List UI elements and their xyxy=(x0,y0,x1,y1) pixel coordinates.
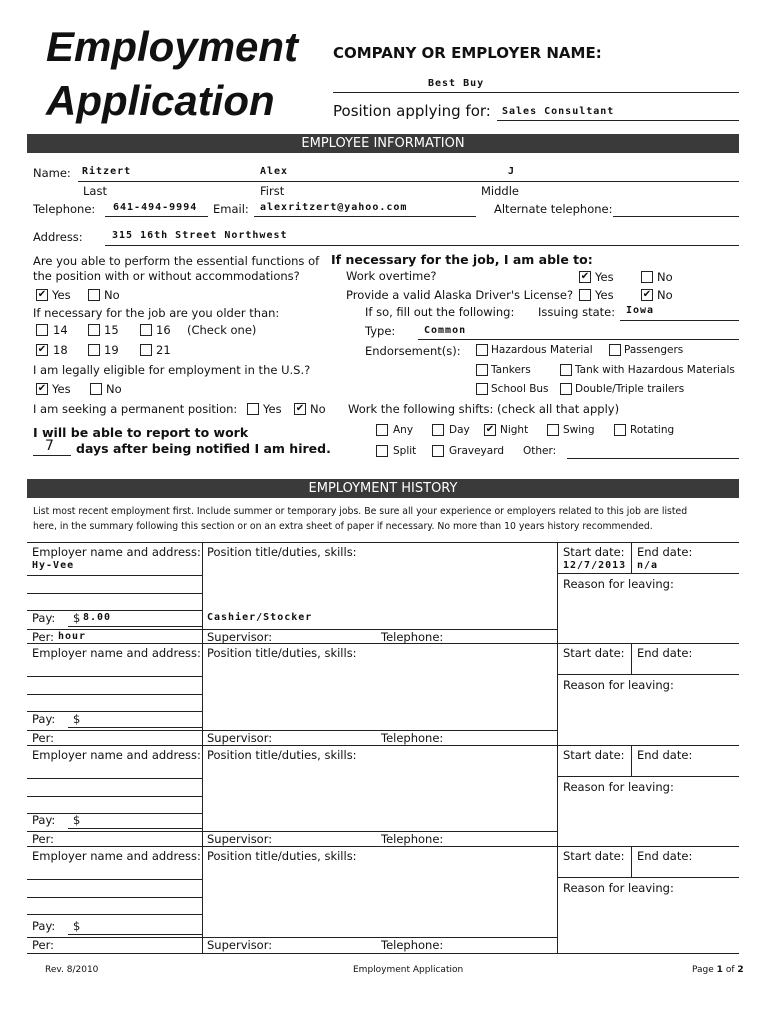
type-label: Type: xyxy=(365,324,396,338)
overtime-no-checkbox[interactable] xyxy=(641,271,653,283)
shift-graveyard-label: Graveyard xyxy=(449,445,505,457)
report-days-value[interactable]: 7 xyxy=(45,438,54,454)
pay-label: Pay: xyxy=(32,813,56,827)
shift-rotating-checkbox[interactable] xyxy=(614,424,626,436)
company-label: COMPANY OR EMPLOYER NAME: xyxy=(333,44,602,62)
double-triple-label: Double/Triple trailers xyxy=(575,383,685,395)
shifts-label: Work the following shifts: (check all that apply) xyxy=(348,402,620,416)
supervisor-label: Supervisor: xyxy=(207,938,273,952)
end-date-label: End date: xyxy=(637,849,693,863)
shift-any-label: Any xyxy=(393,424,414,436)
age-15-label: 15 xyxy=(104,323,119,337)
start-date-label: Start date: xyxy=(563,849,625,863)
shift-swing-checkbox[interactable] xyxy=(547,424,559,436)
eligible-question: I am legally eligible for employment in the U.S.? xyxy=(33,363,311,377)
dollar-sign: $ xyxy=(73,611,81,625)
alt-telephone-label: Alternate telephone: xyxy=(494,202,613,216)
employer-label: Employer name and address: xyxy=(32,849,201,863)
age-19-checkbox[interactable] xyxy=(88,344,100,356)
first-name-value[interactable]: Alex xyxy=(260,166,289,177)
supervisor-label: Supervisor: xyxy=(207,630,273,644)
license-yes-checkbox[interactable] xyxy=(579,289,591,301)
issuing-state-label: Issuing state: xyxy=(538,305,616,319)
first-label: First xyxy=(260,184,285,198)
email-value[interactable]: alexritzert@yahoo.com xyxy=(260,202,408,213)
position-label: Position applying for: xyxy=(333,102,491,120)
footer-rev: Rev. 8/2010 xyxy=(45,965,99,975)
start-date-label: Start date: xyxy=(563,748,625,762)
pay-label: Pay: xyxy=(32,611,56,625)
ability-yes-label: Yes xyxy=(52,288,71,302)
title-line1: Employment xyxy=(46,23,299,70)
right-heading: If necessary for the job, I am able to: xyxy=(331,252,593,267)
ability-yes-checkbox[interactable]: ✔ xyxy=(37,289,47,300)
permanent-no-checkbox[interactable]: ✔ xyxy=(295,403,305,414)
address-label: Address: xyxy=(33,230,83,244)
per-label: Per: xyxy=(32,938,55,952)
telephone-label: Telephone: xyxy=(33,202,96,216)
end-date-label: End date: xyxy=(637,748,693,762)
age-21-label: 21 xyxy=(156,343,171,357)
eligible-no-label: No xyxy=(106,382,122,396)
reason-label: Reason for leaving: xyxy=(563,780,674,794)
tank-hazmat-label: Tank with Hazardous Materials xyxy=(575,364,735,376)
shift-swing-label: Swing xyxy=(563,424,595,436)
middle-name-value[interactable]: J xyxy=(508,166,516,177)
pay-label: Pay: xyxy=(32,712,56,726)
dollar-sign: $ xyxy=(73,712,81,726)
school-bus-label: School Bus xyxy=(491,383,549,395)
permanent-yes-label: Yes xyxy=(263,402,282,416)
address-value[interactable]: 315 16th Street Northwest xyxy=(112,230,288,241)
age-21-checkbox[interactable] xyxy=(140,344,152,356)
shift-day-label: Day xyxy=(449,424,470,436)
end-date-label: End date: xyxy=(637,545,693,559)
per-label: Per: xyxy=(32,630,55,644)
history-telephone-label: Telephone: xyxy=(381,731,444,745)
age-14-checkbox[interactable] xyxy=(36,324,48,336)
overtime-no-label: No xyxy=(657,270,673,284)
tankers-label: Tankers xyxy=(491,364,531,376)
employee-info-header: EMPLOYEE INFORMATION xyxy=(27,134,739,153)
end-date-value[interactable]: n/a xyxy=(637,560,659,571)
position-duties-label: Position title/duties, skills: xyxy=(207,748,357,762)
supervisor-label: Supervisor: xyxy=(207,832,273,846)
start-date-label: Start date: xyxy=(563,646,625,660)
ability-no-label: No xyxy=(104,288,120,302)
position-value[interactable]: Cashier/Stocker xyxy=(207,612,313,623)
overtime-yes-checkbox[interactable]: ✔ xyxy=(580,271,590,282)
age-18-label: 18 xyxy=(53,343,68,357)
ability-question-2: the position with or without accommodations? xyxy=(33,269,300,283)
position-duties-label: Position title/duties, skills: xyxy=(207,646,357,660)
position-duties-label: Position title/duties, skills: xyxy=(207,849,357,863)
permanent-question: I am seeking a permanent position: xyxy=(33,402,238,416)
fillout-label: If so, fill out the following: xyxy=(365,305,515,319)
license-no-label: No xyxy=(657,288,673,302)
title-line2: Application xyxy=(46,77,275,124)
age-16-checkbox[interactable] xyxy=(140,324,152,336)
position-value[interactable]: Sales Consultant xyxy=(502,106,615,117)
pay-label: Pay: xyxy=(32,919,56,933)
double-triple-checkbox[interactable] xyxy=(560,383,572,395)
overtime-question: Work overtime? xyxy=(346,269,437,283)
age-question: If necessary for the job are you older than: xyxy=(33,306,280,320)
shift-night-label: Night xyxy=(500,424,529,436)
per-label: Per: xyxy=(32,731,55,745)
shift-day-checkbox[interactable] xyxy=(432,424,444,436)
history-intro-2: here, in the summary following this section or on an extra sheet of paper if necessary. No more than 10 years history recommended. xyxy=(33,521,653,532)
ability-question: Are you able to perform the essential functions of xyxy=(33,254,320,268)
footer-title: Employment Application xyxy=(353,965,464,975)
shift-split-checkbox[interactable] xyxy=(376,445,388,457)
start-date-label: Start date: xyxy=(563,545,625,559)
supervisor-label: Supervisor: xyxy=(207,731,273,745)
shift-night-checkbox[interactable]: ✔ xyxy=(485,424,495,435)
position-duties-label: Position title/duties, skills: xyxy=(207,545,357,559)
employer-label: Employer name and address: xyxy=(32,748,201,762)
history-telephone-label: Telephone: xyxy=(381,630,444,644)
passengers-label: Passengers xyxy=(624,344,684,356)
issuing-state-value[interactable]: Iowa xyxy=(626,305,655,316)
endorsement-label: Endorsement(s): xyxy=(365,344,461,358)
shift-split-label: Split xyxy=(393,445,417,457)
age-19-label: 19 xyxy=(104,343,119,357)
employer-label: Employer name and address: xyxy=(32,545,201,559)
age-14-label: 14 xyxy=(53,323,68,337)
license-no-checkbox[interactable]: ✔ xyxy=(642,289,652,300)
reason-label: Reason for leaving: xyxy=(563,678,674,692)
overtime-yes-label: Yes xyxy=(595,270,614,284)
eligible-no-checkbox[interactable] xyxy=(90,383,102,395)
employment-history-header: EMPLOYMENT HISTORY xyxy=(27,479,739,498)
report-line2: days after being notified I am hired. xyxy=(76,441,331,456)
history-telephone-label: Telephone: xyxy=(381,938,444,952)
hazmat-checkbox[interactable] xyxy=(476,344,488,356)
email-label: Email: xyxy=(213,202,249,216)
last-label: Last xyxy=(83,184,107,198)
age-15-checkbox[interactable] xyxy=(88,324,100,336)
end-date-label: End date: xyxy=(637,646,693,660)
reason-label: Reason for leaving: xyxy=(563,881,674,895)
report-line1: I will be able to report to work xyxy=(33,425,249,440)
license-question: Provide a valid Alaska Driver's License? xyxy=(346,288,574,302)
type-value[interactable]: Common xyxy=(424,325,467,336)
dollar-sign: $ xyxy=(73,813,81,827)
permanent-yes-checkbox[interactable] xyxy=(247,403,259,415)
tankers-checkbox[interactable] xyxy=(476,364,488,376)
dollar-sign: $ xyxy=(73,919,81,933)
permanent-no-label: No xyxy=(310,402,326,416)
eligible-yes-label: Yes xyxy=(52,382,71,396)
hazmat-label: Hazardous Material xyxy=(491,344,593,356)
employer-label: Employer name and address: xyxy=(32,646,201,660)
shift-any-checkbox[interactable] xyxy=(376,424,388,436)
age-18-checkbox[interactable]: ✔ xyxy=(37,344,47,355)
shift-graveyard-checkbox[interactable] xyxy=(432,445,444,457)
tank-hazmat-checkbox[interactable] xyxy=(560,364,572,376)
start-date-value[interactable]: 12/7/2013 xyxy=(563,560,627,571)
history-intro: List most recent employment first. Include summer or temporary jobs. Be sure all your experience or employers related to this job are listed xyxy=(33,506,688,517)
last-name-value[interactable]: Ritzert xyxy=(82,166,132,177)
passengers-checkbox[interactable] xyxy=(609,344,621,356)
license-yes-label: Yes xyxy=(595,288,614,302)
shift-rotating-label: Rotating xyxy=(630,424,675,436)
company-value[interactable]: Best Buy xyxy=(428,78,485,89)
per-label: Per: xyxy=(32,832,55,846)
shift-other-label: Other: xyxy=(523,445,557,457)
per-value[interactable]: hour xyxy=(58,631,87,642)
school-bus-checkbox[interactable] xyxy=(476,383,488,395)
pay-value[interactable]: 8.00 xyxy=(83,612,112,623)
eligible-yes-checkbox[interactable]: ✔ xyxy=(37,383,47,394)
reason-label: Reason for leaving: xyxy=(563,577,674,591)
ability-no-checkbox[interactable] xyxy=(88,289,100,301)
employer-value[interactable]: Hy-Vee xyxy=(32,560,75,571)
check-one-label: (Check one) xyxy=(187,323,257,337)
middle-label: Middle xyxy=(481,184,519,198)
history-telephone-label: Telephone: xyxy=(381,832,444,846)
footer-page: Page 1 of 2 xyxy=(692,965,744,975)
name-label: Name: xyxy=(33,166,71,180)
age-16-label: 16 xyxy=(156,323,171,337)
telephone-value[interactable]: 641-494-9994 xyxy=(113,202,198,213)
